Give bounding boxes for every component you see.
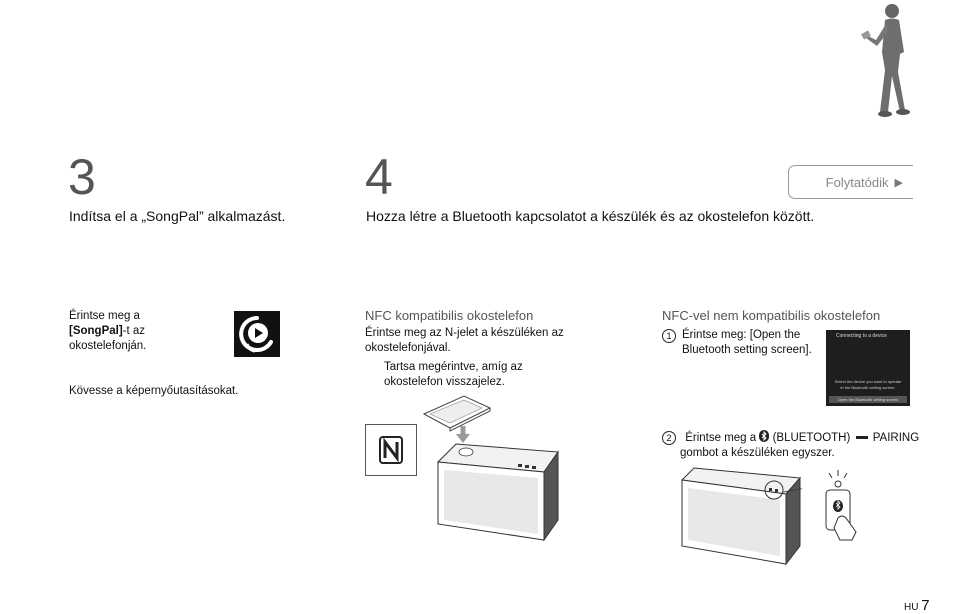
item-1-line-2: Bluetooth setting screen].: [682, 344, 812, 356]
nfc-note-line-2: okostelefon visszajelez.: [384, 376, 505, 388]
nfc-line-1: Érintse meg az N-jelet a készüléken az: [365, 327, 564, 339]
follow-instructions: Kövesse a képernyőutasításokat.: [69, 385, 239, 397]
item-1-text: [682, 328, 812, 358]
continue-label: Folytatódik: [825, 174, 889, 190]
step-3-number: 3: [68, 149, 96, 205]
open-bluetooth-settings-button[interactable]: Open the Bluetooth setting screen: [829, 396, 907, 403]
item-2-mid: (BLUETOOTH): [772, 432, 851, 444]
item-2-number: 2: [662, 431, 676, 445]
step-4-title: Hozza létre a Bluetooth kapcsolatot a készülék és az okostelefon között.: [366, 208, 815, 224]
item-1-row: [662, 328, 832, 358]
non-nfc-item-2: [662, 430, 942, 461]
touch-line-3: okostelefonján.: [69, 340, 147, 352]
touch-line-1: Érintse meg a: [69, 310, 140, 322]
nfc-instructions: [365, 326, 625, 356]
touch-line-2: [69, 324, 219, 339]
bluetooth-icon: [759, 430, 769, 442]
item-2-line-2: gombot a készüléken egyszer.: [680, 447, 835, 459]
step-3-instructions: [69, 309, 219, 354]
continued-indicator: [788, 165, 913, 199]
songpal-bold: [SongPal]: [69, 325, 123, 337]
step-3-title: Indítsa el a „SongPal” alkalmazást.: [69, 208, 286, 224]
non-nfc-heading: NFC-vel nem kompatibilis okostelefon: [662, 308, 881, 323]
arrow-right-icon: ▶: [894, 176, 903, 189]
person-with-phone-icon: [858, 2, 918, 120]
item-1-number: 1: [662, 329, 676, 343]
speaker-pairing-illustration: [680, 466, 802, 566]
touch-line-2-rest: -t az: [122, 325, 146, 337]
songpal-app-icon: [234, 311, 280, 357]
nfc-n-mark-icon: [365, 424, 417, 476]
non-nfc-item-1: [662, 328, 832, 358]
phone-screen-mock: [826, 330, 910, 406]
page-num: 7: [921, 597, 930, 614]
phone-screen-text-1: Select the device you want to operate: [834, 379, 902, 384]
phone-screen-text-2: in the Bluetooth setting screen.: [840, 385, 896, 390]
nfc-note: [384, 360, 584, 390]
page-lang: HU: [904, 602, 919, 613]
speaker-illustration: [436, 442, 560, 542]
finger-press-icon: [812, 466, 864, 542]
phone-screen-title: Connecting to a device: [836, 333, 887, 339]
item-2-suffix: PAIRING: [872, 432, 920, 444]
item-2-prefix: Érintse meg a: [685, 432, 757, 444]
phone-screen-text: [830, 379, 906, 391]
minus-icon: [856, 436, 868, 439]
page-number: [904, 597, 930, 614]
nfc-heading: NFC kompatibilis okostelefon: [365, 308, 534, 323]
item-1-line-1: Érintse meg: [Open the: [682, 329, 801, 341]
nfc-note-line-1: Tartsa megérintve, amíg az: [384, 361, 523, 373]
nfc-line-2: okostelefonjával.: [365, 342, 451, 354]
item-2-line-1: [662, 430, 942, 446]
step-4-number: 4: [365, 149, 393, 205]
